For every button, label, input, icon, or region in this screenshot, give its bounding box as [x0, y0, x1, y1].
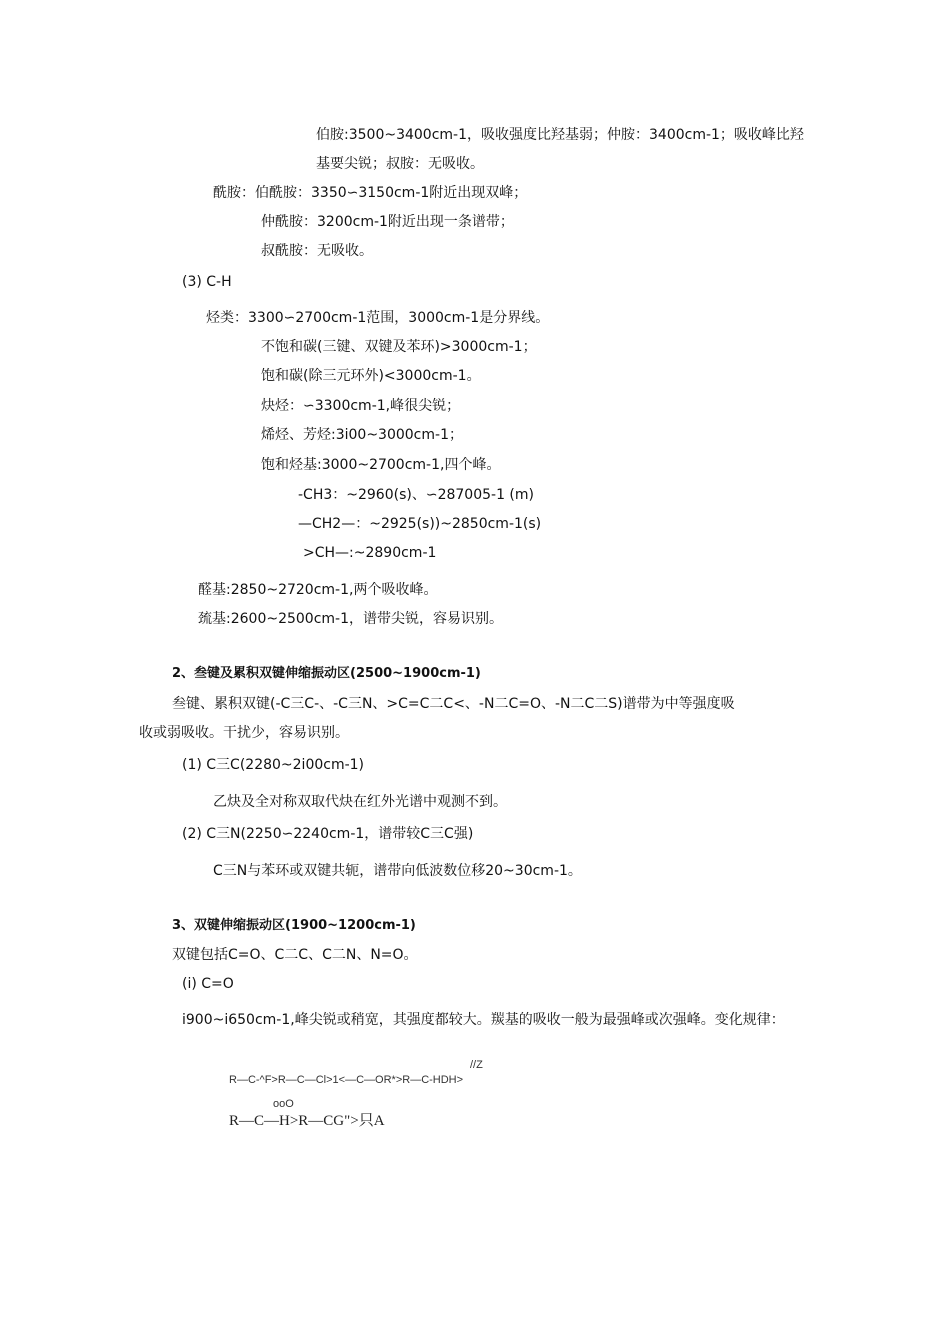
section2-item-1-note: 乙炔及全对称双取代炔在红外光谱中观测不到。 — [213, 794, 507, 810]
ch-aldehyde: 醛基:2850~2720cm-1,两个吸收峰。 — [198, 582, 438, 598]
formula-row-2: R—C—H>R—CG">只A — [229, 1113, 385, 1129]
formula-label-mid: ooO — [273, 1098, 294, 1110]
ch-ch2: —CH2—：~2925(s))~2850cm-1(s) — [298, 516, 542, 532]
amide-tertiary: 叔酰胺：无吸收。 — [261, 243, 373, 259]
section2-intro-1: 叁键、累积双键(-C三C-、-C三N、>C=C二C<、-N二C=O、-N二C二S)谱带为中等强度吸 — [172, 696, 735, 712]
section2-heading: 2、叁键及累积双键伸缩振动区(2500~1900cm-1) — [172, 666, 481, 681]
ch-thiol: 巯基:2600~2500cm-1，谱带尖锐，容易识别。 — [198, 611, 503, 627]
ch-alkene: 烯烃、芳烃:3i00~3000cm-1； — [261, 427, 463, 443]
section3-intro: 双键包括C=O、C二C、C二N、N=O。 — [172, 947, 418, 963]
section2-item-2: (2) C三N(2250∽2240cm-1，谱带较C三C强) — [182, 826, 474, 842]
section3-item-1: (i) C=O — [182, 976, 234, 992]
ch-saturated: 饱和碳(除三元环外)<3000cm-1。 — [261, 368, 481, 384]
section2-intro-2: 收或弱吸收。干扰少，容易识别。 — [139, 725, 349, 741]
amide-primary: 酰胺：伯酰胺：3350∽3150cm-1附近出现双峰； — [213, 185, 528, 201]
section2-item-1: (1) C三C(2280~2i00cm-1) — [182, 757, 365, 773]
ch-ch3: -CH3：~2960(s)、∽287005-1 (m) — [298, 487, 534, 503]
ch-unsaturated: 不饱和碳(三键、双键及苯环)>3000cm-1； — [261, 339, 537, 355]
ch-ch: >CH—:~2890cm-1 — [303, 545, 437, 561]
section3-item-1-note: i900~i650cm-1,峰尖锐或稍宽，其强度都较大。羰基的吸收一般为最强峰或次强峰。变化规律： — [182, 1012, 785, 1028]
formula-label-top: //Z — [470, 1059, 483, 1071]
ch-heading: (3) C-H — [182, 274, 232, 290]
ch-hydrocarbon: 烃类：3300∽2700cm-1范围，3000cm-1是分界线。 — [206, 310, 550, 326]
ch-alkyne: 炔烃：∽3300cm-1,峰很尖锐； — [261, 398, 461, 414]
formula-row-1: R—C-^F>R—C—Cl>1<—C—OR*>R—C-HDH> — [229, 1074, 464, 1086]
section2-item-2-note: C三N与苯环或双键共轭，谱带向低波数位移20~30cm-1。 — [213, 863, 582, 879]
ch-alkyl: 饱和烃基:3000~2700cm-1,四个峰。 — [261, 457, 501, 473]
section3-heading: 3、双键伸缩振动区(1900~1200cm-1) — [172, 918, 416, 933]
amide-secondary: 仲酰胺：3200cm-1附近出现一条谱带； — [261, 214, 514, 230]
amine-line-1: 伯胺:3500~3400cm-1，吸收强度比羟基弱；仲胺：3400cm-1；吸收峰比羟 — [316, 127, 804, 143]
amine-line-2: 基要尖锐；叔胺：无吸收。 — [316, 156, 484, 172]
